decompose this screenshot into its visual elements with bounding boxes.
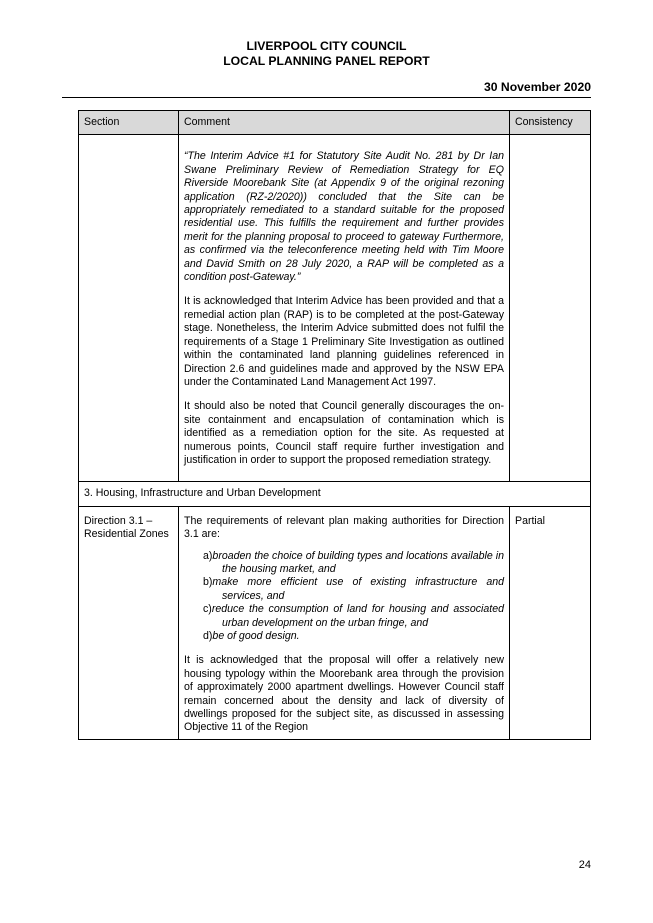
list-item	[203, 630, 504, 643]
requirements-intro: The requirements of relevant plan making authorities for Direction 3.1 are:	[184, 514, 504, 541]
list-item-label: d)	[203, 630, 213, 642]
consistency-cell: Partial	[510, 506, 591, 739]
section-cell: Direction 3.1 – Residential Zones	[79, 506, 179, 739]
comment-paragraph: It is acknowledged that Interim Advice has been provided and that a remedial action plan (RAP) is to be completed at the post-Gateway stage. Nonetheless, the Interim Advice submitted does not fulfil the requirements of a Stage 1 Preliminary Site Investigation as outlined within the contaminated land planning guidelines referenced in Direction 2.6 and guidelines made and approved by the NSW EPA under the Contaminated Land Management Act 1997.	[184, 295, 504, 388]
table-row	[79, 135, 591, 482]
list-item-text: be of good design.	[212, 630, 300, 642]
comment-cell	[179, 135, 510, 482]
report-title: LOCAL PLANNING PANEL REPORT	[223, 54, 430, 68]
comment-paragraph: It should also be noted that Council generally discourages the on-site containment and encapsulation of contamination which is identified as a remediation option for the site. As requested at numerous points, Council staff require further investigation and justification in order to support the proposed remediation strategy.	[184, 400, 504, 466]
table-row	[79, 506, 591, 739]
requirements-list	[184, 550, 504, 644]
list-item-text: make more efficient use of existing infrastructure and services, and	[212, 576, 504, 602]
section-cell	[79, 135, 179, 482]
comment-cell	[179, 506, 510, 739]
consistency-cell	[510, 135, 591, 482]
list-item-label: a)	[203, 549, 213, 562]
list-item	[203, 603, 504, 630]
comment-paragraph: It is acknowledged that the proposal will offer a relatively new housing typology within the Moorebank area through the provision of approximately 2000 apartment dwellings. However Council staff remain concerned about the density and lack of diversity of dwellings proposed for the subject site, as discussed in assessing Objective 11 of the Region	[184, 654, 504, 734]
list-item	[203, 576, 504, 603]
column-header-section: Section	[79, 111, 179, 135]
list-item-label: b)	[203, 576, 213, 589]
table-header-row	[79, 111, 591, 135]
council-name: LIVERPOOL CITY COUNCIL	[246, 39, 407, 53]
list-item-label: c)	[203, 603, 212, 616]
report-date: 30 November 2020	[483, 80, 591, 94]
page-number: 24	[578, 859, 591, 871]
consistency-table	[78, 110, 591, 740]
column-header-consistency: Consistency	[510, 111, 591, 135]
list-item	[203, 550, 504, 577]
section-heading: 3. Housing, Infrastructure and Urban Development	[79, 482, 591, 506]
column-header-comment: Comment	[179, 111, 510, 135]
list-item-text: reduce the consumption of land for housing and associated urban development on the urban fringe, and	[211, 603, 504, 629]
quoted-advice: “The Interim Advice #1 for Statutory Site Audit No. 281 by Dr Ian Swane Preliminary Review of Remediation Strategy for EQ Riverside Moorebank Site (at Appendix 9 of the original rezoning application (RZ-2/2020)) concluded that the Site can be appropriately remediated to a standard suitable for the proposed residential use. This fulfills the requirement and further provides merit for the planning proposal to proceed to gateway Furthermore, as confirmed via the teleconference meeting held with Tim Moore and David Smith on 28 July 2020, a RAP will be completed as a condition post-Gateway.”	[184, 150, 504, 284]
header-rule	[62, 97, 591, 98]
section-heading-row	[79, 482, 591, 506]
list-item-text: broaden the choice of building types and locations available in the housing market, and	[212, 549, 504, 575]
